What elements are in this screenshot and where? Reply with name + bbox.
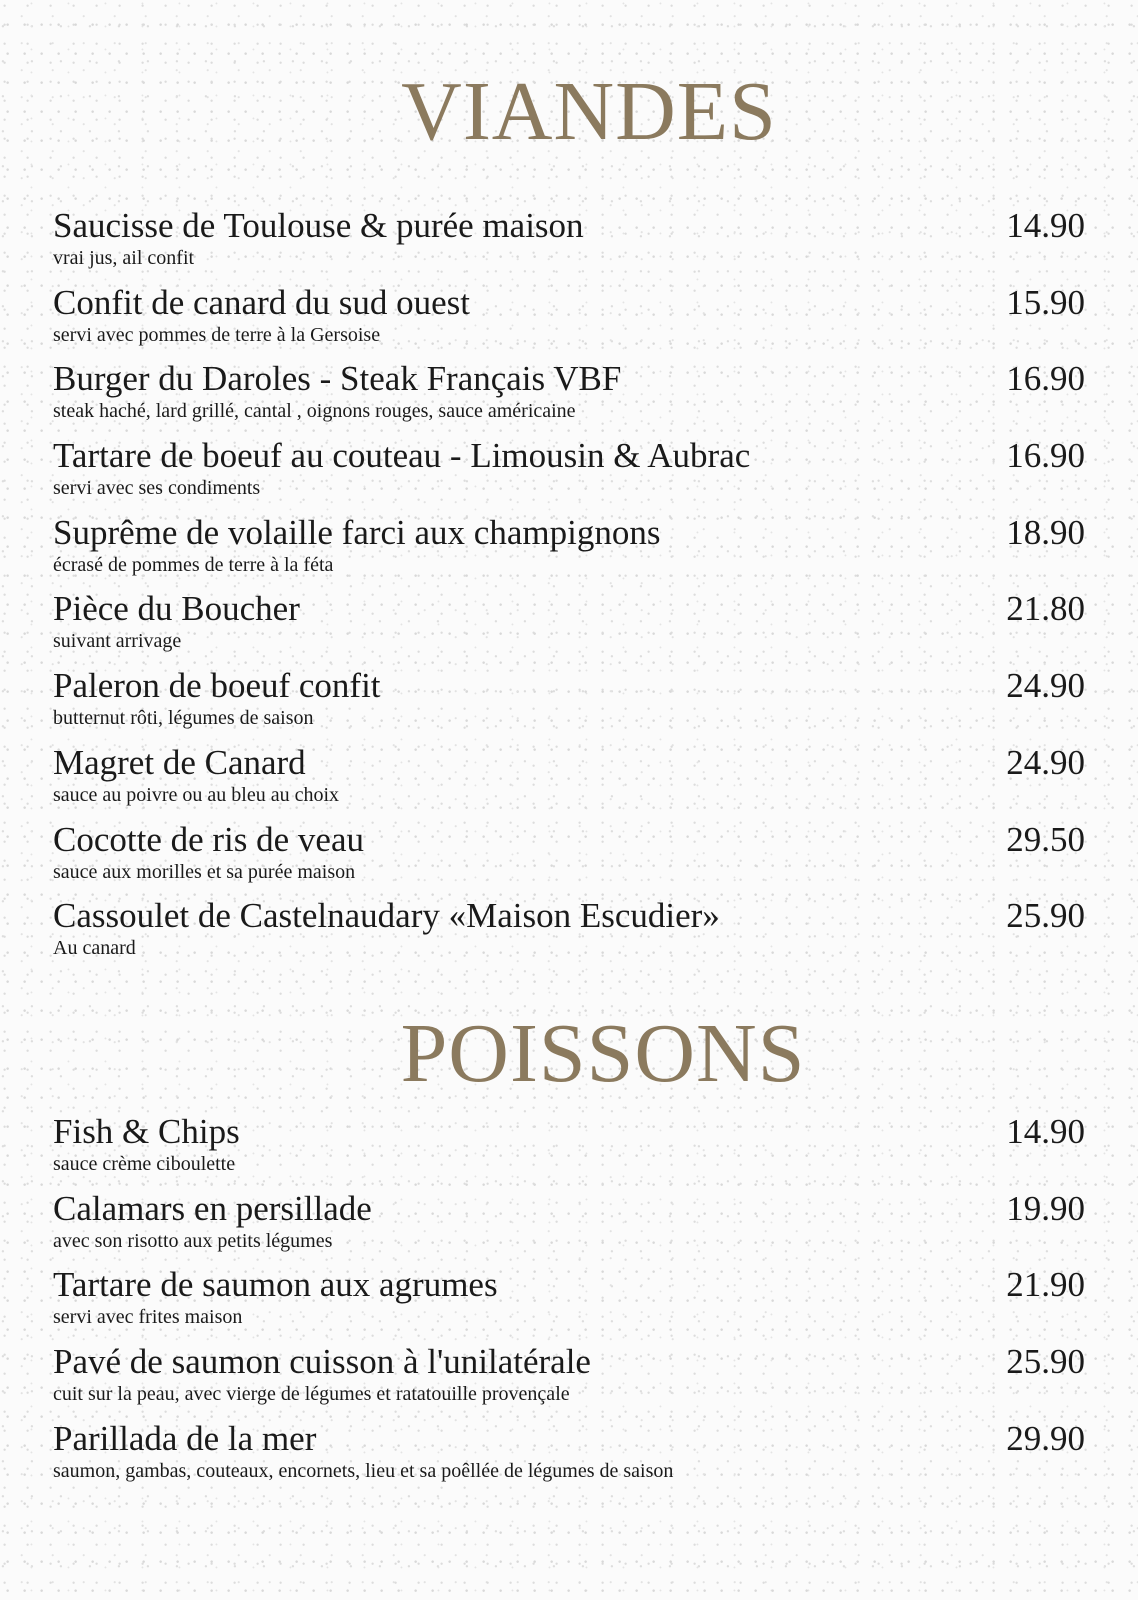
menu-item <box>53 1419 1085 1496</box>
menu-item-price: 16.90 <box>1006 436 1085 476</box>
section-title-poissons: POISSONS <box>400 1007 806 1100</box>
menu-item-description: vrai jus, ail confit <box>53 247 195 269</box>
menu-item-price: 15.90 <box>1006 282 1085 322</box>
menu-item-description: servi avec pommes de terre à la Gersoise <box>53 323 381 346</box>
menu-item-price: 19.90 <box>1006 1188 1085 1228</box>
menu-item <box>53 513 1085 590</box>
menu-item-name: Cassoulet de Castelnaudary «Maison Escudier» <box>53 896 720 936</box>
menu-item <box>53 436 1085 513</box>
menu-item-description: Au canard <box>53 937 136 960</box>
menu-item-description: butternut rôti, légumes de saison <box>53 707 314 730</box>
menu-item <box>53 1189 1085 1266</box>
menu-item-name: Burger du Daroles - Steak Français VBF <box>53 359 622 399</box>
menu-item-name: Saucisse de Toulouse & purée maison <box>53 206 584 245</box>
menu-item-price: 25.90 <box>1006 896 1085 936</box>
menu-item-description: servi avec ses condiments <box>53 477 261 500</box>
menu-item-description: cuit sur la peau, avec vierge de légumes et ratatouille provençale <box>53 1383 570 1406</box>
menu-item-name: Pavé de saumon cuisson à l'unilatérale <box>53 1342 591 1382</box>
menu-item-description: servi avec frites maison <box>53 1306 243 1329</box>
menu-item-description: avec son risotto aux petits légumes <box>53 1229 333 1252</box>
menu-item-name: Tartare de boeuf au couteau - Limousin & Aubrac <box>53 436 751 476</box>
menu-item-name: Tartare de saumon aux agrumes <box>53 1265 498 1305</box>
menu-item <box>53 1342 1085 1419</box>
menu-item-price: 29.90 <box>1006 1418 1085 1458</box>
menu-item-price: 24.90 <box>1006 666 1085 706</box>
menu-item-name: Paleron de boeuf confit <box>53 666 381 706</box>
menu-item-name: Parillada de la mer <box>53 1418 317 1458</box>
menu-item-name: Calamars en persillade <box>53 1188 372 1228</box>
menu-item-price: 25.90 <box>1006 1342 1085 1382</box>
menu-item-price: 24.90 <box>1006 742 1085 782</box>
menu-item <box>53 1265 1085 1342</box>
menu-item <box>53 1112 1085 1189</box>
menu-item-description: sauce au poivre ou au bleu au choix <box>53 783 340 806</box>
menu-item-price: 18.90 <box>1006 512 1085 552</box>
menu-item <box>53 666 1085 743</box>
menu-item-name: Confit de canard du sud ouest <box>53 282 470 322</box>
section-title-viandes: VIANDES <box>401 65 777 158</box>
menu-item-name: Suprême de volaille farci aux champignons <box>53 512 661 552</box>
menu-item-description: sauce crème ciboulette <box>53 1153 236 1175</box>
menu-item <box>53 820 1085 897</box>
menu-item-price: 14.90 <box>1006 1112 1085 1151</box>
menu-item <box>53 359 1085 436</box>
menu-item-price: 21.80 <box>1006 589 1085 629</box>
menu-item-name: Pièce du Boucher <box>53 589 300 629</box>
menu-item-price: 21.90 <box>1006 1265 1085 1305</box>
menu-item-name: Magret de Canard <box>53 742 306 782</box>
menu-item-description: steak haché, lard grillé, cantal , oignons rouges, sauce américaine <box>53 400 576 423</box>
menu-item <box>53 743 1085 820</box>
menu-list-poissons <box>53 1112 1085 1495</box>
menu-list-viandes <box>53 206 1085 973</box>
menu-item <box>53 206 1085 283</box>
menu-item-price: 16.90 <box>1006 359 1085 399</box>
menu-item-name: Cocotte de ris de veau <box>53 819 365 859</box>
menu-item <box>53 896 1085 973</box>
menu-item-price: 14.90 <box>1006 206 1085 245</box>
menu-item-description: écrasé de pommes de terre à la féta <box>53 553 334 576</box>
menu-item <box>53 283 1085 360</box>
menu-item <box>53 589 1085 666</box>
menu-item-description: suivant arrivage <box>53 630 182 653</box>
menu-item-description: saumon, gambas, couteaux, encornets, lieu et sa poêllée de légumes de saison <box>53 1459 674 1482</box>
menu-item-name: Fish & Chips <box>53 1112 240 1151</box>
menu-item-description: sauce aux morilles et sa purée maison <box>53 860 356 883</box>
menu-item-price: 29.50 <box>1006 819 1085 859</box>
